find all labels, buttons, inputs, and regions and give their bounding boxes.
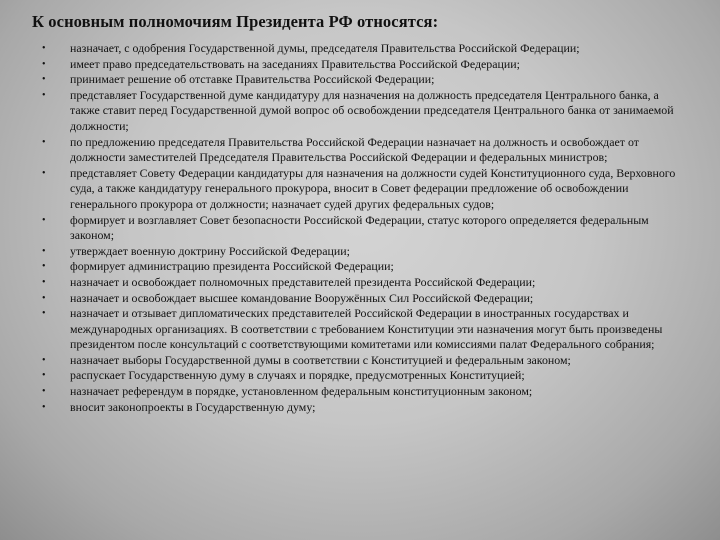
bullet-icon: • — [42, 43, 46, 54]
bullet-icon: • — [42, 214, 46, 226]
bullet-icon: • — [42, 136, 46, 148]
list-item-text: распускает Государственную думу в случаях и порядке, предусмотренных Конституцией; — [70, 368, 525, 383]
bullet-icon: • — [42, 292, 46, 304]
list-item-text: формирует администрацию президента Российской Федерации; — [70, 259, 394, 274]
bullet-icon: • — [42, 354, 46, 366]
bullet-icon: • — [42, 58, 46, 70]
list-item-text: представляет Совету Федерации кандидатуры для назначения на должности судей Конституционного суда, Верховного суда, а также кандидатуру генерального прокурора, вносит в Совет федерации предложение об освобождении генерального прокурора от должности; назначает судей других федеральных судов; — [70, 165, 676, 211]
list-item — [0, 384, 686, 400]
list-item — [0, 41, 686, 57]
bullet-icon: • — [42, 261, 46, 273]
list-item-text: назначает и освобождает полномочных представителей президента Российской Федерации; — [70, 274, 536, 289]
list-item-text: по предложению председателя Правительства Российской Федерации назначает на должность и освобождает от должности заместителей Председателя Правительства Российской Федерации и федеральных министров; — [70, 134, 639, 165]
list-item — [0, 353, 686, 369]
list-item — [0, 400, 686, 416]
bullet-icon: • — [42, 308, 46, 320]
bullet-icon: • — [42, 74, 46, 86]
list-item — [0, 213, 686, 244]
list-item — [0, 57, 686, 73]
bullet-icon: • — [42, 386, 46, 398]
list-item — [0, 166, 686, 213]
list-item — [0, 72, 686, 88]
list-item — [0, 368, 686, 384]
list-item-text: назначает и освобождает высшее командование Вооружённых Сил Российской Федерации; — [70, 290, 534, 305]
list-item-text: назначает, с одобрения Государственной думы, председателя Правительства Российской Федерации; — [70, 41, 580, 55]
list-item — [0, 275, 686, 291]
bullet-icon: • — [42, 370, 46, 382]
bullet-icon: • — [42, 276, 46, 288]
list-item — [0, 291, 686, 307]
list-item — [0, 259, 686, 275]
list-item — [0, 244, 686, 260]
list-item-text: представляет Государственной думе кандидатуру для назначения на должность председателя Центрального банка, а также ставит перед Государственной думой вопрос об освобождении председателя Центрального банка от занимаемой должности; — [70, 87, 674, 133]
slide-title: К основным полномочиям Президента РФ относятся: — [32, 12, 439, 31]
list-item-text: принимает решение об отставке Правительства Российской Федерации; — [70, 72, 435, 87]
list-item-text: имеет право председательствовать на заседаниях Правительства Российской Федерации; — [70, 56, 520, 71]
list-item-text: утверждает военную доктрину Российской Федерации; — [70, 243, 350, 258]
bullet-icon: • — [42, 167, 46, 179]
list-item — [0, 306, 686, 353]
bullet-icon: • — [42, 245, 46, 257]
bullet-icon: • — [42, 89, 46, 101]
list-item-text: назначает выборы Государственной думы в соответствии с Конституцией и федеральным законом; — [70, 352, 571, 367]
list-item-text: назначает референдум в порядке, установленном федеральным конституционным законом; — [70, 384, 533, 399]
powers-list — [0, 41, 720, 415]
list-item-text: назначает и отзывает дипломатических представителей Российской Федерации в иностранных государствах и международных организациях. В соответствии с требованием Конституции эти назначения могут быть произведены президентом после консультаций с соответствующими комитетами или комиссиями палат Федерального собрания; — [70, 306, 663, 352]
list-item-text: вносит законопроекты в Государственную думу; — [70, 399, 316, 414]
bullet-icon: • — [42, 401, 46, 413]
list-item-text: формирует и возглавляет Совет безопасности Российской Федерации, статус которого определяется федеральным законом; — [70, 212, 649, 243]
list-item — [0, 88, 686, 135]
list-item — [0, 135, 686, 166]
